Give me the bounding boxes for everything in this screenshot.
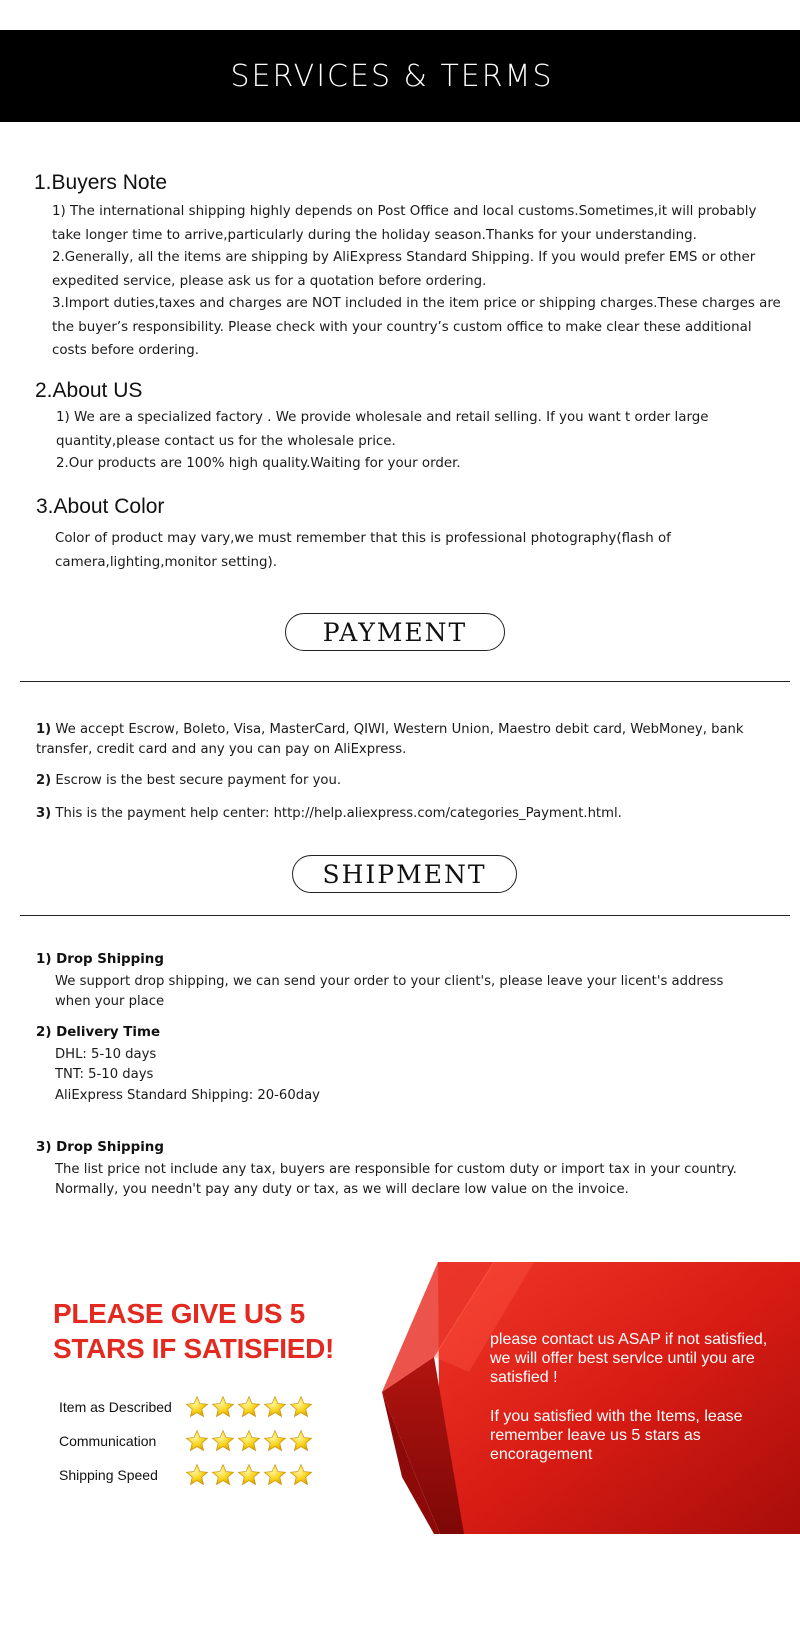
star-icon [237, 1463, 261, 1487]
star-icon [289, 1429, 313, 1453]
star-icon [263, 1395, 287, 1419]
star-icon [237, 1395, 261, 1419]
star-icon [185, 1463, 209, 1487]
star-icon [263, 1429, 287, 1453]
about-color-heading: 3.About Color [36, 495, 165, 518]
rating-label: Shipping Speed [59, 1467, 158, 1483]
about-us-line-1: 1) We are a specialized factory . We provide wholesale and retail selling. If you want t order large quantity,please contact us for the wholesale price. [56, 410, 709, 449]
leave-stars-message: If you satisfied with the Items, lease remember leave us 5 stars as encoragement [490, 1408, 743, 1463]
payment-heading: PAYMENT [285, 613, 505, 651]
payment-item-3-number: 3) [36, 806, 52, 821]
page-title: SERVICES & TERMS [230, 58, 554, 94]
tax-line-2: Normally, you needn't pay any duty or tax, as we will declare low value on the invoice. [55, 1182, 629, 1197]
buyers-note-line-3: 3.Import duties,taxes and charges are NOT included in the item price or shipping charges.These charges are the buyer’s responsibility. Please check with your country’s custom office to make clear these additional costs before ordering. [52, 296, 781, 358]
star-icon [185, 1429, 209, 1453]
star-rating [185, 1463, 313, 1487]
star-icon [289, 1395, 313, 1419]
drop-shipping-line-2: when your place [55, 994, 165, 1009]
payment-item-3-text: This is the payment help center: http://help.aliexpress.com/categories_Payment.html. [55, 806, 622, 821]
star-icon [211, 1395, 235, 1419]
drop-shipping-line-1: We support drop shipping, we can send your order to your client's, please leave your licent's address [55, 974, 724, 989]
rating-label: Communication [59, 1433, 157, 1449]
payment-item-1 [36, 720, 756, 760]
rating-row-communication [59, 1428, 329, 1454]
payment-item-1-text: We accept Escrow, Boleto, Visa, MasterCard, QIWI, Western Union, Maestro debit card, WebMoney, bank transfer, credit card and any you can pay on AliExpress. [36, 722, 744, 757]
red-gift-box-image [374, 1262, 800, 1534]
about-us-line-2: 2.Our products are 100% high quality.Waiting for your order. [56, 456, 461, 471]
rating-label: Item as Described [59, 1399, 172, 1415]
shipment-divider [20, 915, 790, 916]
delivery-dhl: DHL: 5-10 days [55, 1047, 157, 1062]
star-icon [237, 1429, 261, 1453]
star-icon [211, 1463, 235, 1487]
payment-item-2-text: Escrow is the best secure payment for you. [55, 773, 342, 788]
feedback-title-line-2: STARS IF SATISFIED! [53, 1333, 335, 1364]
rating-row-shipping-speed [59, 1462, 329, 1488]
header-banner [0, 30, 800, 122]
tax-line-1: The list price not include any tax, buyers are responsible for custom duty or import tax in your country. [55, 1162, 737, 1177]
feedback-title-line-1: PLEASE GIVE US 5 [53, 1298, 305, 1329]
star-icon [211, 1429, 235, 1453]
drop-shipping-title: 1) Drop Shipping [36, 952, 164, 967]
contact-message: please contact us ASAP if not satisfied, we will offer best servlce until you are satisfied ! [490, 1331, 768, 1386]
star-icon [185, 1395, 209, 1419]
payment-item-2-number: 2) [36, 773, 52, 788]
feedback-banner [0, 1262, 800, 1534]
delivery-tnt: TNT: 5-10 days [55, 1067, 154, 1082]
star-icon [289, 1463, 313, 1487]
tax-title: 3) Drop Shipping [36, 1140, 164, 1155]
buyers-note-heading: 1.Buyers Note [34, 171, 168, 194]
payment-item-2 [36, 771, 756, 791]
feedback-title [53, 1296, 334, 1366]
payment-divider [20, 681, 790, 682]
delivery-time-title: 2) Delivery Time [36, 1025, 161, 1040]
payment-item-1-number: 1) [36, 722, 52, 737]
star-icon [263, 1463, 287, 1487]
buyers-note-line-1: 1) The international shipping highly depends on Post Office and local customs.Sometimes,it will probably take longer time to arrive,particularly during the holiday season.Thanks for your understanding. [52, 204, 757, 243]
payment-item-3 [36, 804, 756, 824]
buyers-note-line-2: 2.Generally, all the items are shipping by AliExpress Standard Shipping. If you would prefer EMS or other expedited service, please ask us for a quotation before ordering. [52, 250, 756, 289]
delivery-aliexpress: AliExpress Standard Shipping: 20-60day [55, 1088, 320, 1103]
shipment-heading: SHIPMENT [292, 855, 517, 893]
about-us-heading: 2.About US [35, 379, 143, 402]
star-rating [185, 1395, 313, 1419]
about-color-line-1: Color of product may vary,we must remember that this is professional photography(flash of camera,lighting,monitor setting). [55, 531, 671, 570]
star-rating [185, 1429, 313, 1453]
rating-row-item-as-described [59, 1394, 329, 1420]
